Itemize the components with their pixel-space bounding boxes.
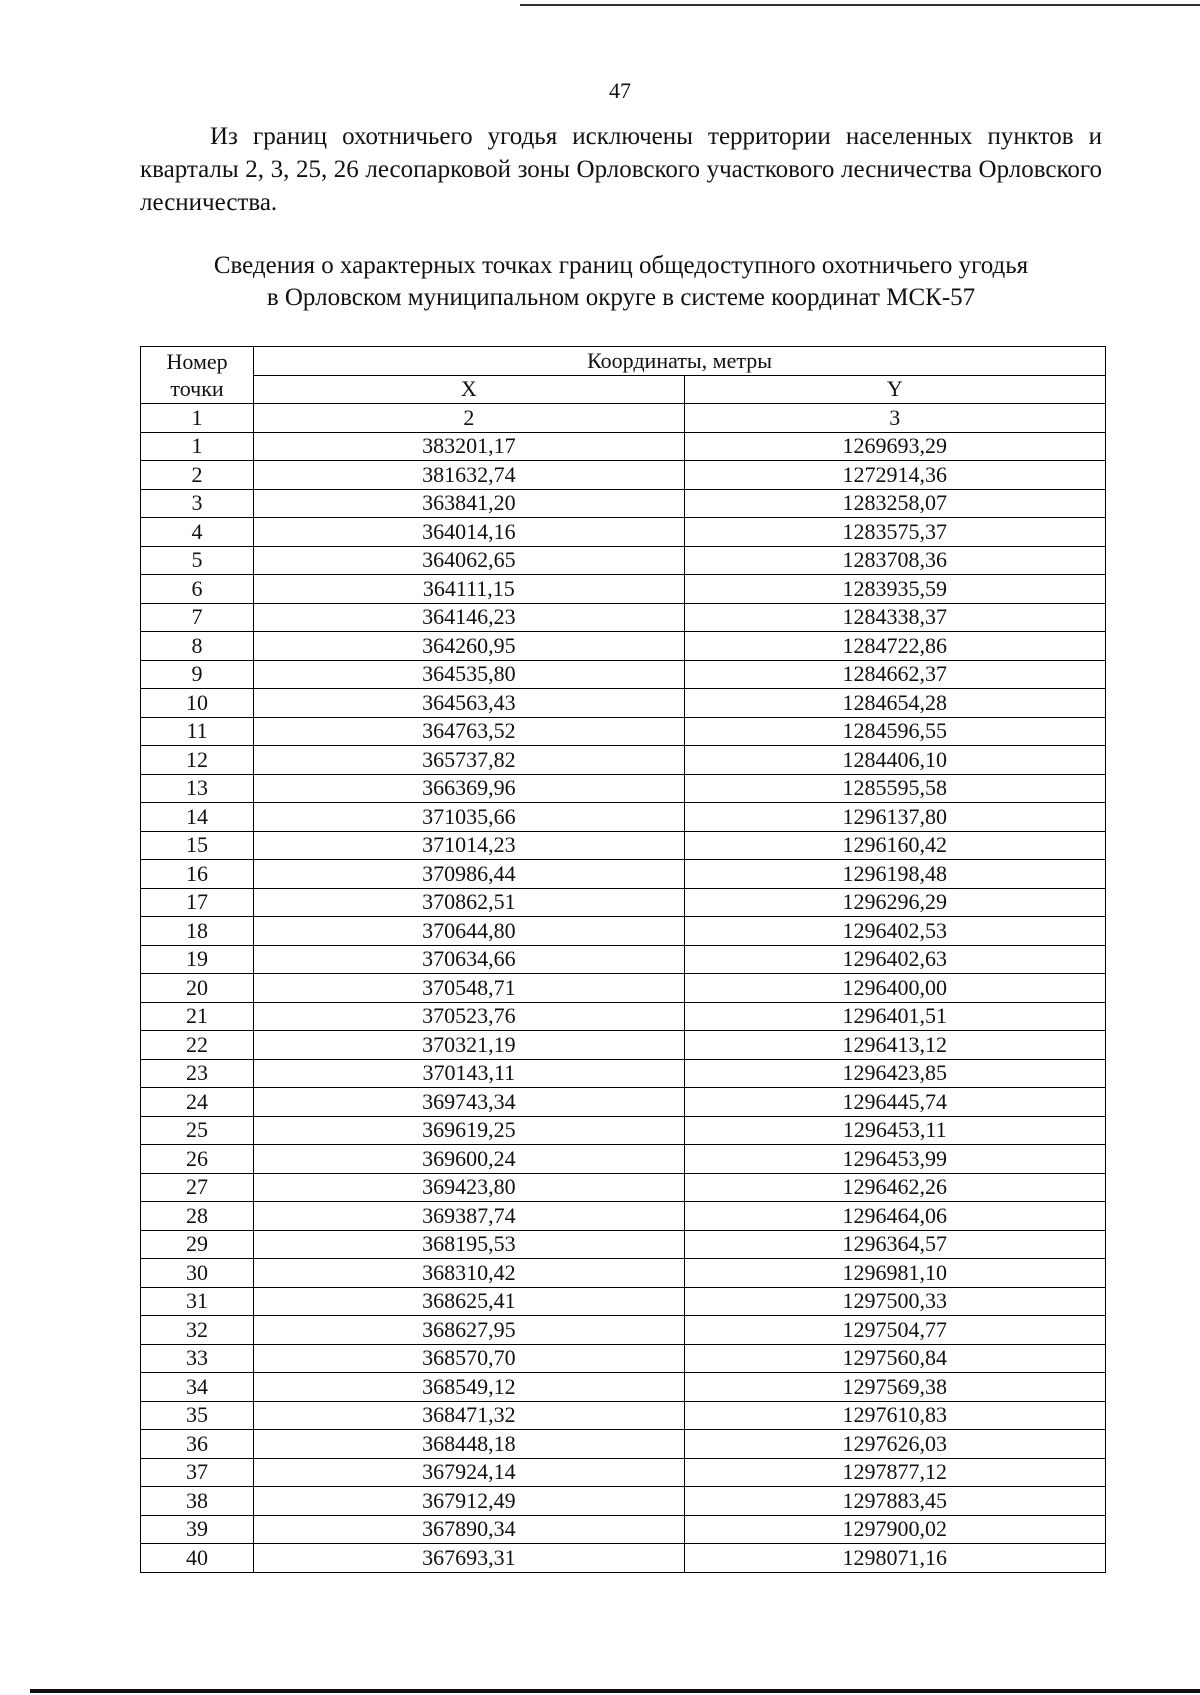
cell-x: 369743,34 [254, 1088, 684, 1117]
cell-point-number: 5 [141, 546, 254, 575]
cell-x: 371014,23 [254, 831, 684, 860]
table-row [141, 803, 1106, 832]
cell-y: 1298071,16 [684, 1544, 1105, 1573]
table-row [141, 1344, 1106, 1373]
cell-x: 365737,82 [254, 746, 684, 775]
cell-x: 370523,76 [254, 1002, 684, 1031]
header-point-number [141, 347, 254, 404]
cell-x: 368627,95 [254, 1316, 684, 1345]
cell-point-number: 10 [141, 689, 254, 718]
cell-y: 1296198,48 [684, 860, 1105, 889]
cell-x: 370143,11 [254, 1059, 684, 1088]
cell-x: 369423,80 [254, 1173, 684, 1202]
table-row [141, 575, 1106, 604]
cell-point-number: 18 [141, 917, 254, 946]
cell-point-number: 19 [141, 945, 254, 974]
table-row [141, 1487, 1106, 1516]
table-row [141, 1515, 1106, 1544]
cell-point-number: 30 [141, 1259, 254, 1288]
cell-x: 370634,66 [254, 945, 684, 974]
cell-y: 1296464,06 [684, 1202, 1105, 1231]
cell-y: 1297569,38 [684, 1373, 1105, 1402]
cell-x: 369600,24 [254, 1145, 684, 1174]
cell-point-number: 37 [141, 1458, 254, 1487]
cell-y: 1284654,28 [684, 689, 1105, 718]
cell-x: 368570,70 [254, 1344, 684, 1373]
cell-x: 370548,71 [254, 974, 684, 1003]
cell-point-number: 20 [141, 974, 254, 1003]
cell-y: 1283708,36 [684, 546, 1105, 575]
cell-point-number: 27 [141, 1173, 254, 1202]
table-row [141, 1401, 1106, 1430]
cell-point-number: 6 [141, 575, 254, 604]
cell-point-number: 13 [141, 774, 254, 803]
table-row [141, 603, 1106, 632]
top-rule [520, 4, 1200, 6]
cell-x: 364146,23 [254, 603, 684, 632]
cell-y: 1296445,74 [684, 1088, 1105, 1117]
cell-point-number: 7 [141, 603, 254, 632]
cell-y: 1296423,85 [684, 1059, 1105, 1088]
cell-y: 1269693,29 [684, 432, 1105, 461]
cell-point-number: 2 [141, 461, 254, 490]
cell-x: 383201,17 [254, 432, 684, 461]
heading-line-1: Сведения о характерных точках границ общедоступного охотничьего угодья [213, 252, 1029, 279]
table-row [141, 1202, 1106, 1231]
bottom-rule [30, 1689, 1200, 1693]
cell-point-number: 26 [141, 1145, 254, 1174]
cell-x: 370862,51 [254, 888, 684, 917]
header-y: Y [684, 375, 1105, 404]
cell-x: 371035,66 [254, 803, 684, 832]
cell-y: 1296401,51 [684, 1002, 1105, 1031]
header-x: X [254, 375, 684, 404]
table-row [141, 1373, 1106, 1402]
cell-y: 1296364,57 [684, 1230, 1105, 1259]
table-row [141, 774, 1106, 803]
cell-y: 1284596,55 [684, 717, 1105, 746]
cell-x: 370644,80 [254, 917, 684, 946]
cell-y: 1296413,12 [684, 1031, 1105, 1060]
column-index-3: 3 [684, 404, 1105, 433]
cell-x: 364260,95 [254, 632, 684, 661]
table-row [141, 917, 1106, 946]
table-row [141, 489, 1106, 518]
cell-x: 367912,49 [254, 1487, 684, 1516]
page-number: 47 [609, 78, 631, 103]
cell-y: 1297626,03 [684, 1430, 1105, 1459]
cell-y: 1297877,12 [684, 1458, 1105, 1487]
cell-y: 1296981,10 [684, 1259, 1105, 1288]
cell-y: 1297500,33 [684, 1287, 1105, 1316]
table-row [141, 632, 1106, 661]
cell-point-number: 15 [141, 831, 254, 860]
cell-x: 368310,42 [254, 1259, 684, 1288]
cell-x: 366369,96 [254, 774, 684, 803]
table-row [141, 1287, 1106, 1316]
heading-line-2: в Орловском муниципальном округе в системе координат МСК-57 [266, 284, 976, 311]
cell-point-number: 16 [141, 860, 254, 889]
header-coordinates: Координаты, метры [254, 347, 1106, 376]
cell-x: 370986,44 [254, 860, 684, 889]
cell-x: 363841,20 [254, 489, 684, 518]
cell-y: 1296137,80 [684, 803, 1105, 832]
table-row [141, 1544, 1106, 1573]
cell-point-number: 17 [141, 888, 254, 917]
cell-x: 364111,15 [254, 575, 684, 604]
table-row [141, 689, 1106, 718]
cell-x: 364062,65 [254, 546, 684, 575]
cell-y: 1296453,11 [684, 1116, 1105, 1145]
table-row [141, 660, 1106, 689]
cell-y: 1296402,63 [684, 945, 1105, 974]
header-point-number-line-2: точки [170, 376, 224, 401]
column-index-1: 1 [141, 404, 254, 433]
cell-y: 1296160,42 [684, 831, 1105, 860]
cell-x: 364014,16 [254, 518, 684, 547]
cell-x: 367693,31 [254, 1544, 684, 1573]
cell-y: 1297610,83 [684, 1401, 1105, 1430]
cell-point-number: 40 [141, 1544, 254, 1573]
cell-point-number: 25 [141, 1116, 254, 1145]
cell-y: 1283575,37 [684, 518, 1105, 547]
intro-paragraph: Из границ охотничьего угодья исключены территории населенных пунктов и кварталы 2, 3, 25, 26 лесопарковой зоны Орловского участкового лесничества Орловского лесничества. [140, 123, 1102, 216]
cell-point-number: 35 [141, 1401, 254, 1430]
table-row [141, 1430, 1106, 1459]
cell-y: 1296400,00 [684, 974, 1105, 1003]
table-heading [140, 250, 1102, 314]
cell-point-number: 34 [141, 1373, 254, 1402]
table-row [141, 974, 1106, 1003]
cell-y: 1296462,26 [684, 1173, 1105, 1202]
cell-x: 369619,25 [254, 1116, 684, 1145]
table-row [141, 717, 1106, 746]
table-row [141, 432, 1106, 461]
cell-x: 368471,32 [254, 1401, 684, 1430]
table-row [141, 1002, 1106, 1031]
cell-x: 369387,74 [254, 1202, 684, 1231]
cell-y: 1296402,53 [684, 917, 1105, 946]
cell-point-number: 23 [141, 1059, 254, 1088]
cell-x: 368549,12 [254, 1373, 684, 1402]
table-row [141, 1259, 1106, 1288]
coordinates-table [140, 346, 1106, 1573]
table-row [141, 1031, 1106, 1060]
cell-point-number: 22 [141, 1031, 254, 1060]
cell-point-number: 14 [141, 803, 254, 832]
table-row [141, 1316, 1106, 1345]
cell-y: 1283258,07 [684, 489, 1105, 518]
cell-point-number: 12 [141, 746, 254, 775]
cell-y: 1284722,86 [684, 632, 1105, 661]
cell-x: 368195,53 [254, 1230, 684, 1259]
cell-point-number: 28 [141, 1202, 254, 1231]
table-row [141, 1059, 1106, 1088]
cell-x: 367890,34 [254, 1515, 684, 1544]
cell-point-number: 32 [141, 1316, 254, 1345]
header-point-number-line-1: Номер [166, 349, 228, 374]
column-index-2: 2 [254, 404, 684, 433]
cell-y: 1284338,37 [684, 603, 1105, 632]
cell-x: 364763,52 [254, 717, 684, 746]
cell-point-number: 36 [141, 1430, 254, 1459]
cell-point-number: 1 [141, 432, 254, 461]
table-row [141, 1145, 1106, 1174]
cell-y: 1296296,29 [684, 888, 1105, 917]
cell-point-number: 29 [141, 1230, 254, 1259]
table-row [141, 1088, 1106, 1117]
cell-point-number: 21 [141, 1002, 254, 1031]
cell-point-number: 39 [141, 1515, 254, 1544]
cell-point-number: 33 [141, 1344, 254, 1373]
cell-point-number: 38 [141, 1487, 254, 1516]
cell-point-number: 3 [141, 489, 254, 518]
table-row [141, 1458, 1106, 1487]
table-body [141, 432, 1106, 1572]
cell-y: 1284662,37 [684, 660, 1105, 689]
cell-point-number: 8 [141, 632, 254, 661]
table-row [141, 1173, 1106, 1202]
table-row [141, 1230, 1106, 1259]
cell-point-number: 4 [141, 518, 254, 547]
cell-x: 381632,74 [254, 461, 684, 490]
table-row [141, 518, 1106, 547]
cell-y: 1272914,36 [684, 461, 1105, 490]
cell-x: 368625,41 [254, 1287, 684, 1316]
cell-y: 1283935,59 [684, 575, 1105, 604]
table-row [141, 888, 1106, 917]
cell-point-number: 24 [141, 1088, 254, 1117]
cell-x: 368448,18 [254, 1430, 684, 1459]
cell-y: 1297504,77 [684, 1316, 1105, 1345]
cell-y: 1285595,58 [684, 774, 1105, 803]
cell-x: 364563,43 [254, 689, 684, 718]
cell-y: 1296453,99 [684, 1145, 1105, 1174]
cell-point-number: 11 [141, 717, 254, 746]
cell-point-number: 31 [141, 1287, 254, 1316]
cell-x: 367924,14 [254, 1458, 684, 1487]
cell-point-number: 9 [141, 660, 254, 689]
cell-y: 1297560,84 [684, 1344, 1105, 1373]
table-row [141, 860, 1106, 889]
table-row [141, 546, 1106, 575]
table-row [141, 746, 1106, 775]
cell-y: 1297900,02 [684, 1515, 1105, 1544]
table-row [141, 945, 1106, 974]
cell-x: 370321,19 [254, 1031, 684, 1060]
cell-y: 1297883,45 [684, 1487, 1105, 1516]
cell-x: 364535,80 [254, 660, 684, 689]
table-row [141, 1116, 1106, 1145]
table-row [141, 461, 1106, 490]
table-row [141, 831, 1106, 860]
cell-y: 1284406,10 [684, 746, 1105, 775]
